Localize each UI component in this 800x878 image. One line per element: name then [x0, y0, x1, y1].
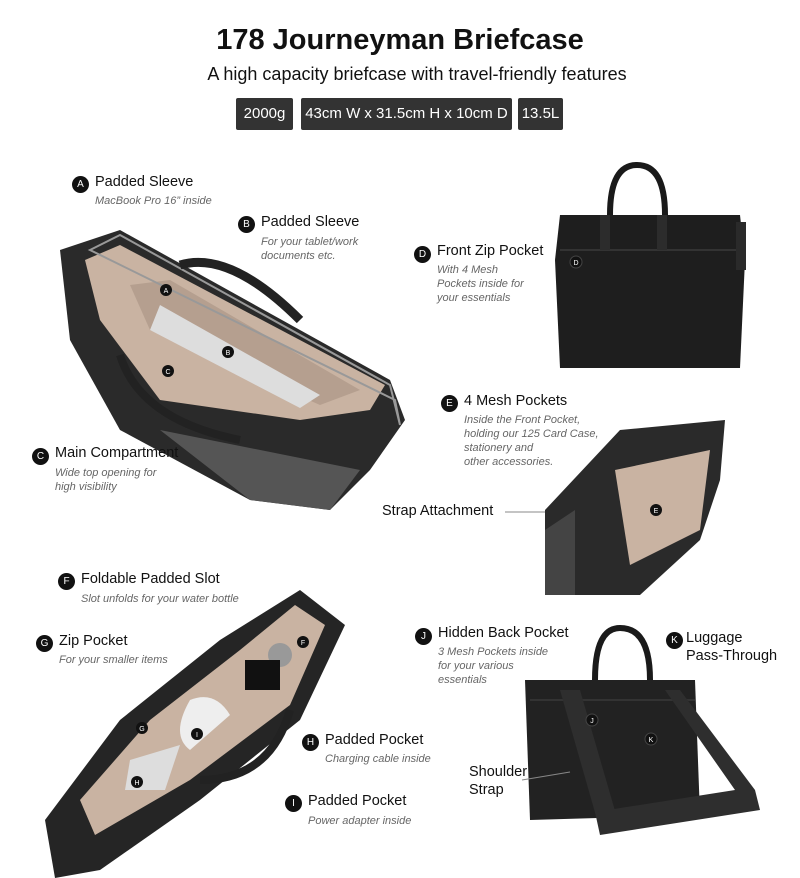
weight-badge: 2000g [236, 98, 293, 130]
feature-h-desc: Charging cable inside [325, 753, 431, 765]
feature-f-title: Foldable Padded Slot [81, 571, 220, 587]
marker-e: E [653, 508, 659, 515]
feature-a-title: Padded Sleeve [95, 174, 194, 190]
feature-h-badge: H [302, 734, 319, 751]
feature-k-badge: K [666, 632, 683, 649]
volume-badge: 13.5L [518, 98, 563, 130]
marker-d: D [573, 260, 579, 267]
shoulder-strap-label-2: Strap [469, 782, 504, 798]
feature-d-badge: D [414, 246, 431, 263]
feature-i-desc: Power adapter inside [308, 815, 412, 827]
feature-d-desc-2: Pockets inside for [437, 278, 524, 290]
marker-i: I [196, 732, 198, 739]
feature-h-title: Padded Pocket [325, 732, 424, 748]
bag-front-photo [555, 165, 746, 368]
marker-h: H [134, 780, 140, 787]
feature-g-desc: For your smaller items [59, 654, 168, 666]
feature-f-desc: Slot unfolds for your water bottle [81, 593, 239, 605]
marker-a: A [163, 288, 169, 295]
feature-c-title: Main Compartment [55, 445, 179, 461]
feature-d-desc-3: your essentials [437, 292, 511, 304]
feature-b-desc-1: For your tablet/work [261, 236, 359, 248]
shoulder-strap-label-1: Shoulder [469, 764, 528, 780]
feature-g-title: Zip Pocket [59, 633, 128, 649]
feature-b-badge: B [238, 216, 255, 233]
feature-j-desc-3: essentials [438, 674, 487, 686]
marker-f: F [300, 640, 306, 647]
marker-c: C [165, 369, 171, 376]
marker-g: G [139, 726, 145, 733]
feature-k-title-2: Pass-Through [686, 648, 778, 664]
feature-a-desc: MacBook Pro 16” inside [95, 195, 212, 207]
page-subtitle: A high capacity briefcase with travel-friendly features [207, 64, 627, 84]
feature-e-desc-2: holding our 125 Card Case, [464, 428, 599, 440]
feature-j-desc-1: 3 Mesh Pockets inside [438, 646, 549, 658]
feature-c-badge: C [32, 448, 49, 465]
feature-c-desc-1: Wide top opening for [55, 467, 157, 479]
feature-d-title: Front Zip Pocket [437, 243, 544, 259]
feature-j-title: Hidden Back Pocket [438, 625, 569, 641]
feature-b-desc-2: documents etc. [261, 250, 336, 262]
feature-e-title: 4 Mesh Pockets [464, 393, 568, 409]
feature-j-badge: J [415, 628, 432, 645]
feature-j-desc-2: for your various [438, 660, 514, 672]
feature-d-desc-1: With 4 Mesh [437, 264, 499, 276]
marker-b: B [225, 350, 231, 357]
feature-g-badge: G [36, 635, 53, 652]
feature-e-desc-3: stationery and [464, 442, 534, 454]
feature-i-badge: I [285, 795, 302, 812]
feature-f-badge: F [58, 573, 75, 590]
strap-attachment-label: Strap Attachment [382, 503, 494, 519]
feature-b-title: Padded Sleeve [261, 214, 360, 230]
bag-mesh-pocket-photo [545, 420, 725, 595]
page-title: 178 Journeyman Briefcase [216, 24, 584, 56]
feature-i-title: Padded Pocket [308, 793, 407, 809]
feature-e-desc-4: other accessories. [464, 456, 554, 468]
feature-c-desc-2: high visibility [55, 481, 117, 493]
marker-j: J [590, 718, 594, 725]
feature-a-badge: A [72, 176, 89, 193]
feature-e-badge: E [441, 395, 458, 412]
marker-k: K [648, 737, 654, 744]
dimensions-badge: 43cm W x 31.5cm H x 10cm D [301, 98, 512, 130]
feature-e-desc-1: Inside the Front Pocket, [464, 414, 581, 426]
feature-k-title-1: Luggage [686, 630, 743, 646]
